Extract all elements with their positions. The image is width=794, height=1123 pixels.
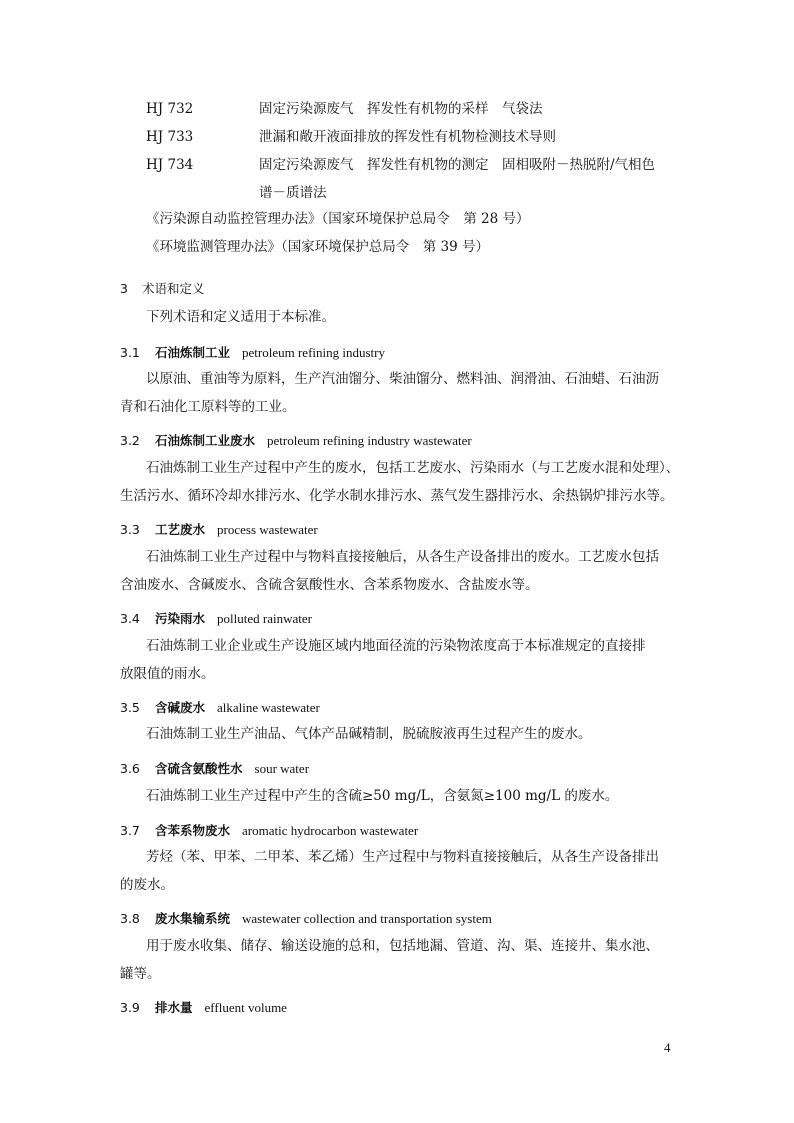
page-number: 4 (664, 1040, 671, 1055)
term-number: 3.2 (120, 433, 140, 448)
section-number: 3 (120, 281, 128, 296)
law-reference: 《环境监测管理办法》（国家环境保护总局令 第 39 号） (146, 239, 490, 255)
term-definition-line: 石油炼制工业生产过程中与物料直接接触后，从各生产设备排出的废水。工艺废水包括 (146, 549, 659, 565)
term-chinese: 含硫含氨酸性水 (155, 761, 243, 776)
term-definition-line: 石油炼制工业企业或生产设施区域内地面径流的污染物浓度高于本标准规定的直接排 (146, 638, 646, 654)
term-english: petroleum refining industry (242, 345, 385, 360)
term-number: 3.5 (120, 700, 140, 715)
term-english: polluted rainwater (217, 611, 312, 626)
term-english: alkaline wastewater (217, 700, 320, 715)
term-heading (120, 432, 472, 450)
term-definition-line: 的废水。 (120, 877, 174, 893)
term-number: 3.8 (120, 911, 140, 926)
term-heading (120, 910, 492, 928)
term-heading (120, 344, 385, 362)
term-definition-line: 青和石油化工原料等的工业。 (120, 399, 296, 415)
term-definition-line: 芳烃（苯、甲苯、二甲苯、苯乙烯）生产过程中与物料直接接触后，从各生产设备排出 (146, 849, 659, 865)
term-definition-line: 罐等。 (120, 966, 161, 982)
term-definition-line: 石油炼制工业生产油品、气体产品碱精制，脱硫胺液再生过程产生的废水。 (146, 726, 592, 742)
term-english: process wastewater (217, 522, 318, 537)
term-definition-line: 石油炼制工业生产过程中产生的废水，包括工艺废水、污染雨水（与工艺废水混和处理）、 (146, 460, 680, 476)
term-heading (120, 760, 309, 778)
term-heading (120, 822, 418, 840)
term-english: effluent volume (204, 1000, 287, 1015)
reference-desc-line2: 谱－质谱法 (259, 185, 327, 201)
reference-desc: 泄漏和敞开液面排放的挥发性有机物检测技术导则 (259, 129, 556, 145)
term-english: petroleum refining industry wastewater (267, 433, 472, 448)
term-chinese: 废水集输系统 (155, 911, 231, 926)
section-title: 术语和定义 (142, 281, 205, 296)
term-english: aromatic hydrocarbon wastewater (242, 823, 419, 838)
term-number: 3.9 (120, 1000, 140, 1015)
term-chinese: 工艺废水 (155, 522, 206, 537)
term-chinese: 污染雨水 (155, 611, 206, 626)
term-number: 3.7 (120, 823, 140, 838)
term-chinese: 排水量 (155, 1000, 193, 1015)
term-chinese: 石油炼制工业废水 (155, 433, 256, 448)
term-english: sour water (254, 761, 310, 776)
term-heading (120, 699, 320, 717)
section-heading (120, 280, 205, 298)
term-chinese: 含碱废水 (155, 700, 206, 715)
term-definition-line: 石油炼制工业生产过程中产生的含硫≥50 mg/L，含氨氮≥100 mg/L 的废水。 (146, 788, 619, 804)
reference-code: HJ 734 (146, 157, 194, 173)
reference-desc-line1: 固定污染源废气 挥发性有机物的测定 固相吸附－热脱附/气相色 (259, 157, 656, 173)
reference-desc (259, 156, 677, 202)
term-number: 3.1 (120, 345, 140, 360)
term-number: 3.3 (120, 522, 140, 537)
section-intro: 下列术语和定义适用于本标准。 (146, 309, 335, 325)
reference-code: HJ 733 (146, 129, 194, 145)
term-number: 3.4 (120, 611, 140, 626)
term-definition-line: 放限值的雨水。 (120, 666, 215, 682)
reference-code: HJ 732 (146, 101, 194, 117)
term-definition-line: 生活污水、循环冷却水排污水、化学水制水排污水、蒸气发生器排污水、余热锅炉排污水等。 (120, 488, 674, 504)
term-heading (120, 610, 312, 628)
reference-desc: 固定污染源废气 挥发性有机物的采样 气袋法 (259, 101, 543, 117)
term-heading (120, 521, 318, 539)
term-chinese: 石油炼制工业 (155, 345, 231, 360)
term-chinese: 含苯系物废水 (155, 823, 231, 838)
term-english: wastewater collection and transportation system (242, 911, 492, 926)
law-reference: 《污染源自动监控管理办法》（国家环境保护总局令 第 28 号） (146, 211, 530, 227)
term-definition-line: 含油废水、含碱废水、含硫含氨酸性水、含苯系物废水、含盐废水等。 (120, 577, 539, 593)
term-number: 3.6 (120, 761, 140, 776)
term-definition-line: 用于废水收集、储存、输送设施的总和，包括地漏、管道、沟、渠、连接井、集水池、 (146, 938, 659, 954)
term-heading (120, 999, 287, 1017)
term-definition-line: 以原油、重油等为原料，生产汽油馏分、柴油馏分、燃料油、润滑油、石油蜡、石油沥 (146, 371, 659, 387)
